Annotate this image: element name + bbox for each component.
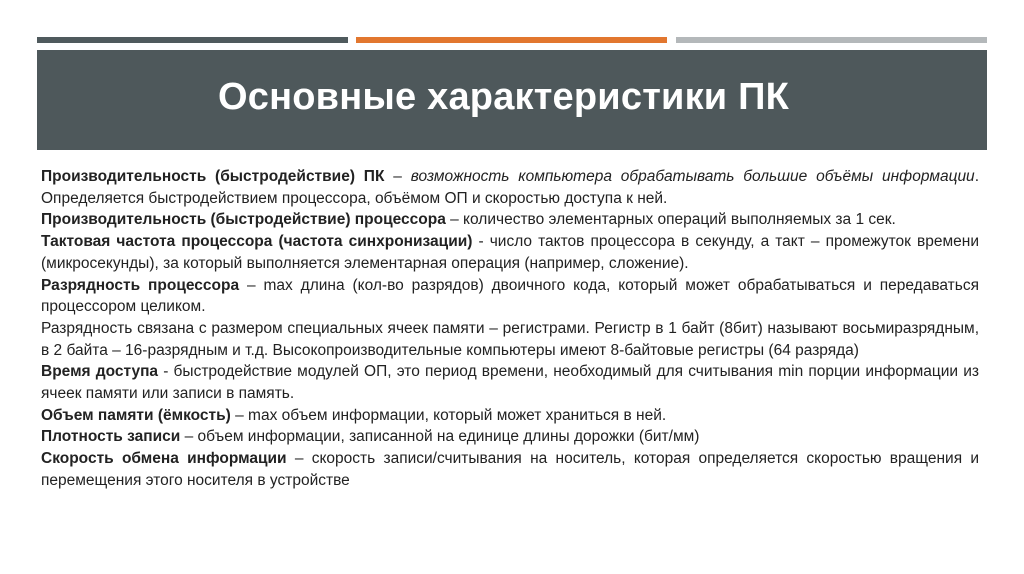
definition: – объем информации, записанной на единице длины дорожки (бит/мм) (180, 428, 700, 446)
dash: – (384, 168, 411, 185)
term: Тактовая частота процессора (частота синхронизации) (41, 233, 473, 251)
paragraph-registers (41, 318, 979, 361)
term: Скорость обмена информации (41, 450, 287, 468)
paragraph-cpu-performance (41, 209, 979, 231)
top-bar-light (676, 37, 987, 43)
definition-italic: возможность компьютера обрабатывать большие объёмы информации (410, 168, 975, 185)
top-bar-dark (37, 37, 348, 43)
paragraph-recording-density (41, 426, 979, 448)
paragraph-pc-performance (41, 166, 979, 209)
term: Объем памяти (ёмкость) (41, 406, 231, 424)
paragraph-access-time (41, 361, 979, 404)
definition: – max объем информации, который может храниться в ней. (230, 406, 667, 424)
paragraph-clock-frequency (41, 231, 979, 274)
definition: - быстродействие модулей ОП, это период времени, необходимый для считывания min порции информации из ячеек памяти или записи в память. (41, 363, 979, 403)
term: Время доступа (41, 363, 159, 381)
definition: - число тактов процессора в секунду, а такт – промежуток времени (микросекунды), за который выполняется элементарная операция (например, сложение). (41, 233, 979, 272)
definition: – max длина (кол-во разрядов) двоичного кода, который может обрабатываться и передаваться процессором целиком. (41, 276, 979, 316)
term: Производительность (быстродействие) процессора (41, 211, 446, 229)
term: Плотность записи (41, 428, 181, 446)
term: Разрядность процессора (41, 276, 240, 294)
definition: – количество элементарных операций выполняемых за 1 сек. (445, 211, 896, 229)
definition: Разрядность связана с размером специальных ячеек памяти – регистрами. Регистр в 1 байт (8бит) называют восьмиразрядным, в 2 байта – 16-разрядным и т.д. Высокопроизводительные компьютеры имеют 8-байтовые регистры (64 разряда) (41, 319, 979, 359)
term: Производительность (быстродействие) ПК (41, 168, 385, 185)
definition: – скорость записи/считывания на носитель, которая определяется скоростью вращения и перемещения этого носителя в устройстве (41, 450, 980, 489)
top-bar-orange (356, 37, 667, 43)
paragraph-memory-size (41, 405, 979, 427)
slide-body (41, 166, 979, 492)
paragraph-transfer-speed (41, 448, 979, 491)
slide-title: Основные характеристики ПК (218, 76, 790, 118)
definition: . Определяется быстродействием процессора, объёмом ОП и скоростью доступа к ней. (41, 168, 979, 207)
paragraph-cpu-bitness (41, 275, 979, 318)
